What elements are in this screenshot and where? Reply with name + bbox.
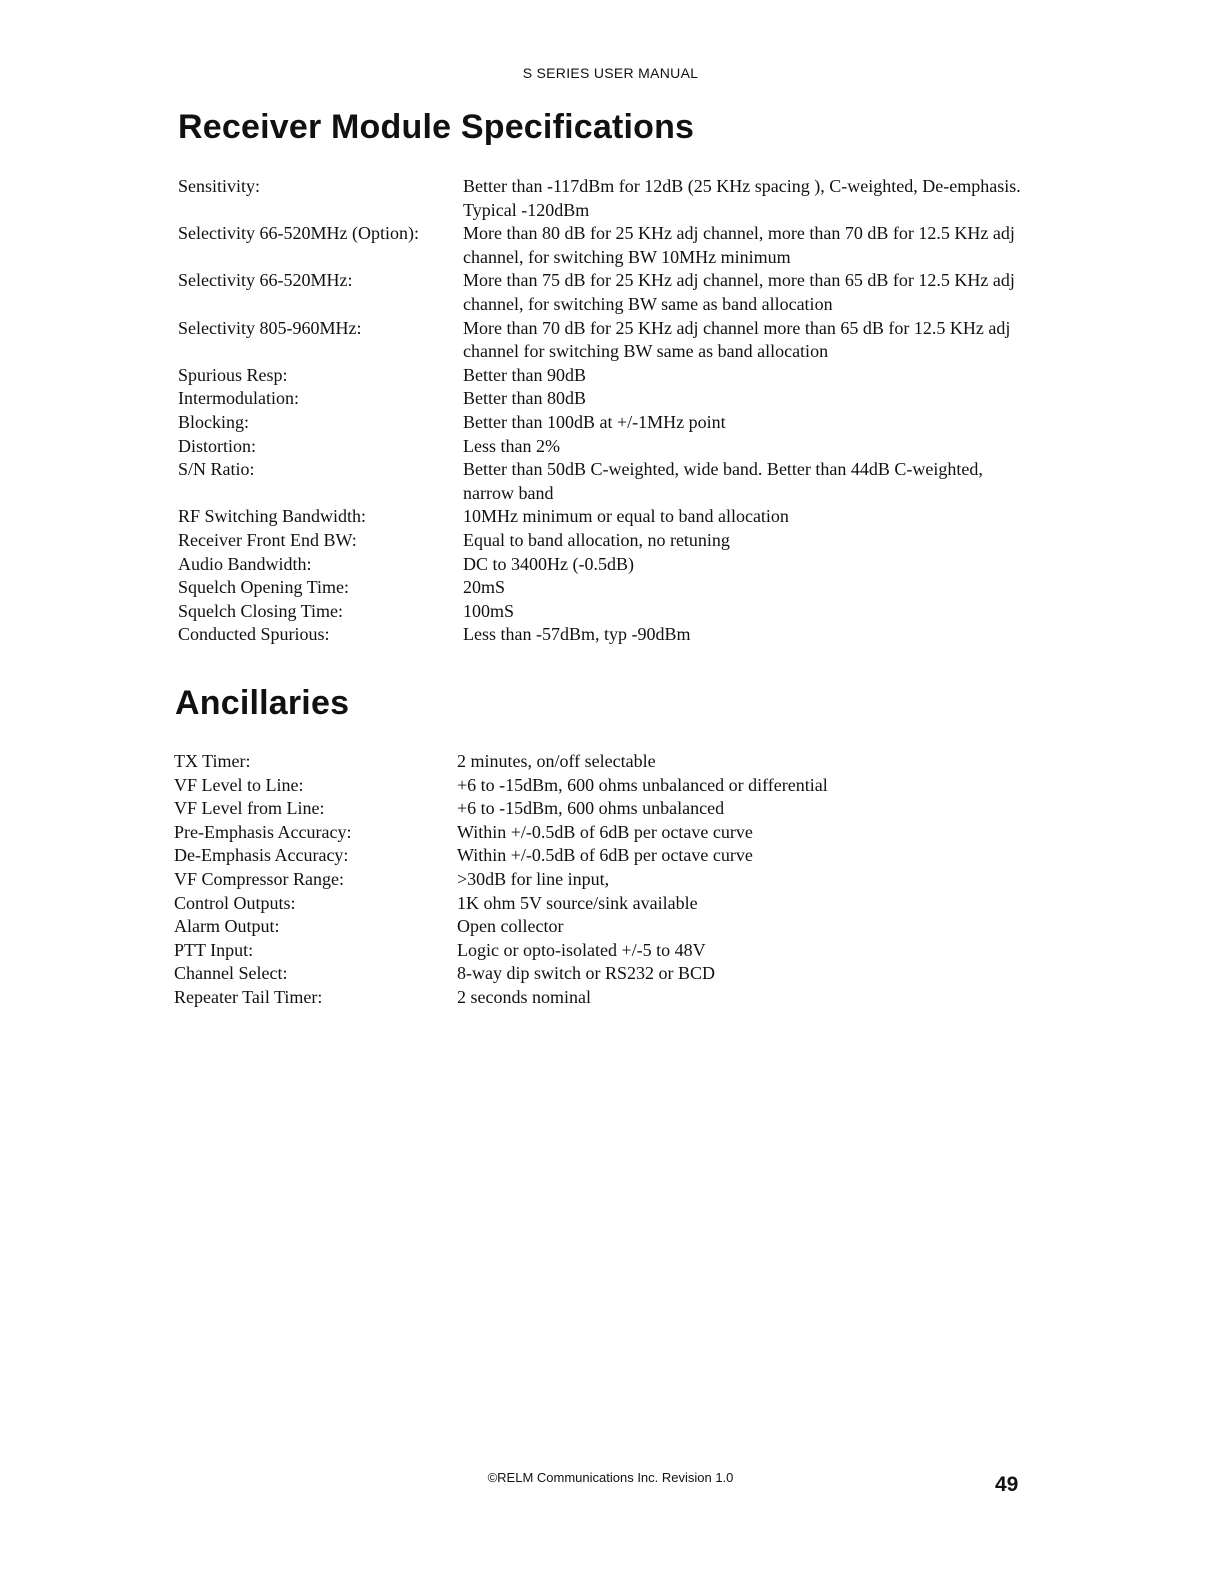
spec-value: More than 75 dB for 25 KHz adj channel, more than 65 dB for 12.5 KHz adj channel, for switching BW same as band allocation xyxy=(463,270,1015,314)
spec-label: Squelch Closing Time: xyxy=(178,600,344,621)
spec-label: Audio Bandwidth: xyxy=(178,553,312,574)
spec-value: DC to 3400Hz (-0.5dB) xyxy=(463,553,634,574)
spec-row-spurious-resp xyxy=(178,364,1038,388)
spec-value: Better than 100dB at +/-1MHz point xyxy=(463,411,726,432)
spec-row-front-end-bw xyxy=(178,529,1038,553)
spec-label: Selectivity 805-960MHz: xyxy=(178,317,362,338)
spec-value: 8-way dip switch or RS232 or BCD xyxy=(457,963,715,984)
spec-value: 2 seconds nominal xyxy=(457,986,591,1007)
spec-row-vf-compressor xyxy=(174,868,1034,892)
spec-value: 100mS xyxy=(463,600,515,621)
spec-value: Open collector xyxy=(457,916,564,937)
spec-row-control-outputs xyxy=(174,892,1034,916)
spec-row-squelch-opening xyxy=(178,576,1038,600)
running-header: S SERIES USER MANUAL xyxy=(522,65,699,81)
spec-label: Sensitivity: xyxy=(178,176,261,196)
spec-label: VF Compressor Range: xyxy=(174,868,344,889)
spec-label: Selectivity 66-520MHz (Option): xyxy=(178,223,419,244)
spec-value: 1K ohm 5V source/sink available xyxy=(457,892,698,913)
spec-label: RF Switching Bandwidth: xyxy=(178,506,367,527)
spec-row-vf-level-from-line xyxy=(174,797,1034,821)
receiver-specs-table xyxy=(178,175,1038,647)
spec-value: Better than 50dB C-weighted, wide band. Better than 44dB C-weighted, narrow band xyxy=(463,459,983,503)
spec-value: 2 minutes, on/off selectable xyxy=(457,751,656,771)
spec-row-ptt-input xyxy=(174,939,1034,963)
spec-row-selectivity-option xyxy=(178,222,1038,269)
spec-value: 20mS xyxy=(463,577,506,598)
spec-value: Better than 90dB xyxy=(463,364,586,385)
spec-label: Pre-Emphasis Accuracy: xyxy=(174,821,352,842)
spec-label: Alarm Output: xyxy=(174,916,280,937)
spec-label: PTT Input: xyxy=(174,939,254,960)
receiver-specs-title: Receiver Module Specifications xyxy=(178,108,695,146)
spec-value: Better than 80dB xyxy=(463,388,586,409)
spec-value: 10MHz minimum or equal to band allocation xyxy=(463,506,789,527)
spec-row-selectivity-66-520 xyxy=(178,269,1038,316)
spec-label: De-Emphasis Accuracy: xyxy=(174,845,349,866)
spec-row-squelch-closing xyxy=(178,600,1038,624)
spec-label: S/N Ratio: xyxy=(178,459,255,480)
spec-row-blocking xyxy=(178,411,1038,435)
ancillaries-specs-table xyxy=(174,750,1034,1010)
spec-label: Distortion: xyxy=(178,435,257,456)
spec-label: TX Timer: xyxy=(174,751,251,771)
spec-value: More than 80 dB for 25 KHz adj channel, more than 70 dB for 12.5 KHz adj channel, for switching BW 10MHz minimum xyxy=(463,223,1015,267)
spec-value: Within +/-0.5dB of 6dB per octave curve xyxy=(457,845,753,866)
copyright-footer: ©RELM Communications Inc. Revision 1.0 xyxy=(487,1470,734,1485)
spec-label: Conducted Spurious: xyxy=(178,624,330,645)
spec-label: Intermodulation: xyxy=(178,388,299,409)
ancillaries-title: Ancillaries xyxy=(175,684,350,722)
spec-label: Receiver Front End BW: xyxy=(178,529,357,550)
spec-row-alarm-output xyxy=(174,915,1034,939)
spec-row-conducted-spurious xyxy=(178,623,1038,647)
spec-row-pre-emphasis xyxy=(174,821,1034,845)
spec-label: Channel Select: xyxy=(174,963,288,984)
spec-label: Spurious Resp: xyxy=(178,364,288,385)
spec-row-audio-bw xyxy=(178,553,1038,577)
spec-value: Equal to band allocation, no retuning xyxy=(463,529,730,550)
spec-label: Squelch Opening Time: xyxy=(178,577,350,598)
spec-row-tx-timer xyxy=(174,750,1034,774)
spec-value: Logic or opto-isolated +/-5 to 48V xyxy=(457,939,706,960)
spec-row-sensitivity xyxy=(178,175,1038,222)
spec-row-channel-select xyxy=(174,962,1034,986)
spec-row-repeater-tail-timer xyxy=(174,986,1034,1010)
spec-label: Control Outputs: xyxy=(174,892,296,913)
spec-label: Repeater Tail Timer: xyxy=(174,986,323,1007)
spec-row-distortion xyxy=(178,435,1038,459)
spec-row-vf-level-to-line xyxy=(174,774,1034,798)
page-number: 49 xyxy=(995,1473,1019,1496)
spec-value: Within +/-0.5dB of 6dB per octave curve xyxy=(457,821,753,842)
spec-label: Selectivity 66-520MHz: xyxy=(178,270,353,291)
spec-label: Blocking: xyxy=(178,411,249,432)
spec-value: +6 to -15dBm, 600 ohms unbalanced or differential xyxy=(457,774,828,795)
spec-value: +6 to -15dBm, 600 ohms unbalanced xyxy=(457,798,725,819)
spec-value: Better than -117dBm for 12dB (25 KHz spacing ), C-weighted, De-emphasis. Typical -120dBm xyxy=(463,176,1021,220)
spec-row-selectivity-805-960 xyxy=(178,317,1038,364)
spec-value: Less than -57dBm, typ -90dBm xyxy=(463,624,691,645)
spec-value: >30dB for line input, xyxy=(457,868,610,889)
spec-row-rf-switching-bw xyxy=(178,505,1038,529)
spec-value: More than 70 dB for 25 KHz adj channel more than 65 dB for 12.5 KHz adj channel for switching BW same as band allocation xyxy=(463,317,1011,362)
spec-row-sn-ratio xyxy=(178,458,1038,505)
spec-row-intermodulation xyxy=(178,387,1038,411)
spec-label: VF Level from Line: xyxy=(174,798,325,819)
spec-value: Less than 2% xyxy=(463,435,560,456)
spec-row-de-emphasis xyxy=(174,844,1034,868)
spec-label: VF Level to Line: xyxy=(174,774,304,795)
